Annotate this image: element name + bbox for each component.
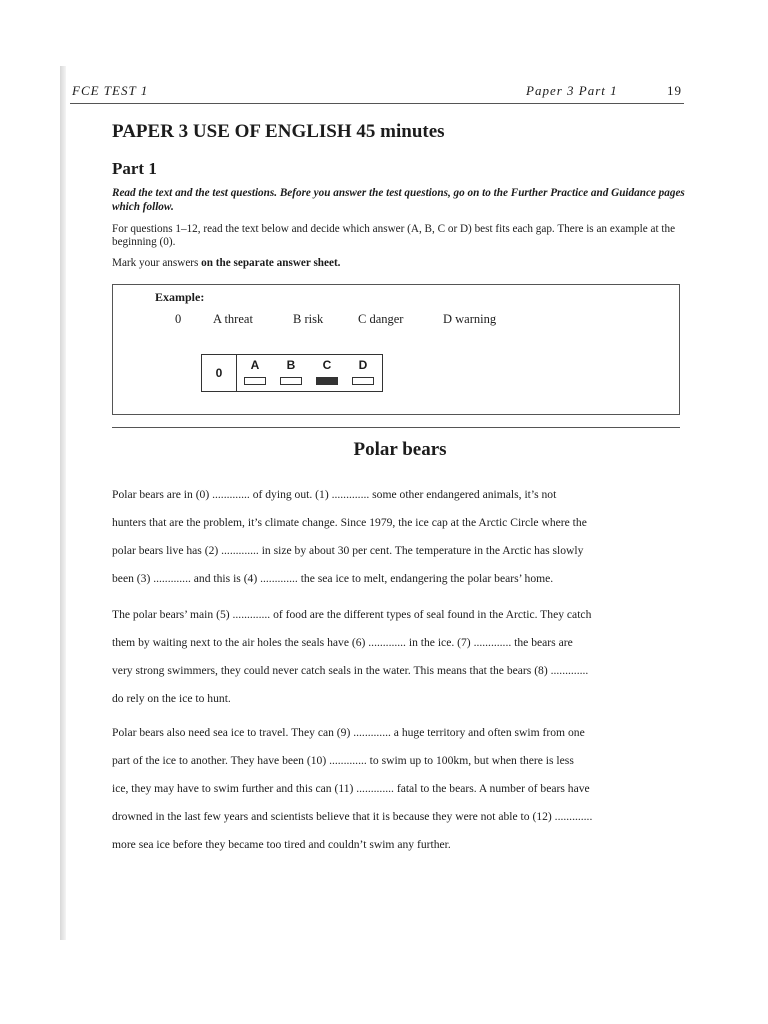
text-line: more sea ice before they became too tired and couldn’t swim any further. xyxy=(112,838,451,851)
header-paper-part: Paper 3 Part 1 xyxy=(526,83,618,98)
answer-cell-c[interactable] xyxy=(316,377,338,385)
text-line: drowned in the last few years and scientists believe that it is because they were not able to (12) ............. xyxy=(112,810,593,823)
section-divider xyxy=(112,427,680,428)
part-title: Part 1 xyxy=(112,159,157,178)
header-divider xyxy=(70,103,684,104)
instructions-italic: Read the text and the test questions. Before you answer the test questions, go on to the Further Practice and Guidance pages which follow. xyxy=(112,187,685,213)
text-line: ice, they may have to swim further and this can (11) ............. fatal to the bears. A number of bears have xyxy=(112,782,590,795)
instructions-questions: For questions 1–12, read the text below and decide which answer (A, B, C or D) best fits each gap. There is an example at the beginning (0). xyxy=(112,223,676,248)
text-line: them by waiting next to the air holes the seals have (6) ............. in the ice. (7) ............. the bears are xyxy=(112,636,573,649)
text-line: part of the ice to another. They have been (10) ............. to swim up to 100km, but when there is less xyxy=(112,754,574,767)
header-test-name: FCE TEST 1 xyxy=(72,83,149,98)
answer-cell-a[interactable] xyxy=(244,377,266,385)
text-line: Polar bears are in (0) ............. of dying out. (1) ............. some other endangered animals, it’s not xyxy=(112,488,557,501)
answer-grid xyxy=(201,354,383,392)
text-line: do rely on the ice to hunt. xyxy=(112,692,231,705)
text-line: very strong swimmers, they could never catch seals in the water. This means that the bears (8) ............. xyxy=(112,664,589,677)
page-header xyxy=(72,83,682,103)
example-option-a: A threat xyxy=(213,312,253,326)
text-line: polar bears live has (2) ............. in size by about 30 per cent. The temperature in the Arctic has slowly xyxy=(112,544,584,557)
text-line: The polar bears’ main (5) ............. of food are the different types of seal found in the Arctic. They catch xyxy=(112,608,592,621)
example-option-c: C danger xyxy=(358,312,404,326)
instructions-answer-prefix: Mark your answers xyxy=(112,257,202,269)
answer-cell-d[interactable] xyxy=(352,377,374,385)
example-option-d: D warning xyxy=(443,312,497,326)
example-label: Example: xyxy=(155,290,205,304)
text-line: Polar bears also need sea ice to travel. They can (9) ............. a huge territory and often swim from one xyxy=(112,726,585,739)
paper-title: PAPER 3 USE OF ENGLISH 45 minutes xyxy=(112,121,445,142)
answer-cell-b[interactable] xyxy=(280,377,302,385)
text-title: Polar bears xyxy=(353,439,447,460)
answer-grid-letter-b: B xyxy=(286,358,296,372)
answer-grid-number: 0 xyxy=(202,355,237,391)
text-line: hunters that are the problem, it’s climate change. Since 1979, the ice cap at the Arctic Circle where the xyxy=(112,516,587,529)
instructions-answer-bold: on the separate answer sheet. xyxy=(201,257,341,269)
text-line: been (3) ............. and this is (4) ............. the sea ice to melt, endangering the polar bears’ home. xyxy=(112,572,554,585)
example-number: 0 xyxy=(175,312,182,326)
answer-grid-letter-c: C xyxy=(322,358,332,372)
example-box xyxy=(112,284,680,415)
answer-grid-letter-d: D xyxy=(358,358,368,372)
example-option-b: B risk xyxy=(293,312,324,326)
page-number: 19 xyxy=(667,83,682,98)
answer-grid-letter-a: A xyxy=(250,358,260,372)
scan-page-edge xyxy=(60,66,66,940)
instructions-answer-sheet xyxy=(112,257,687,270)
